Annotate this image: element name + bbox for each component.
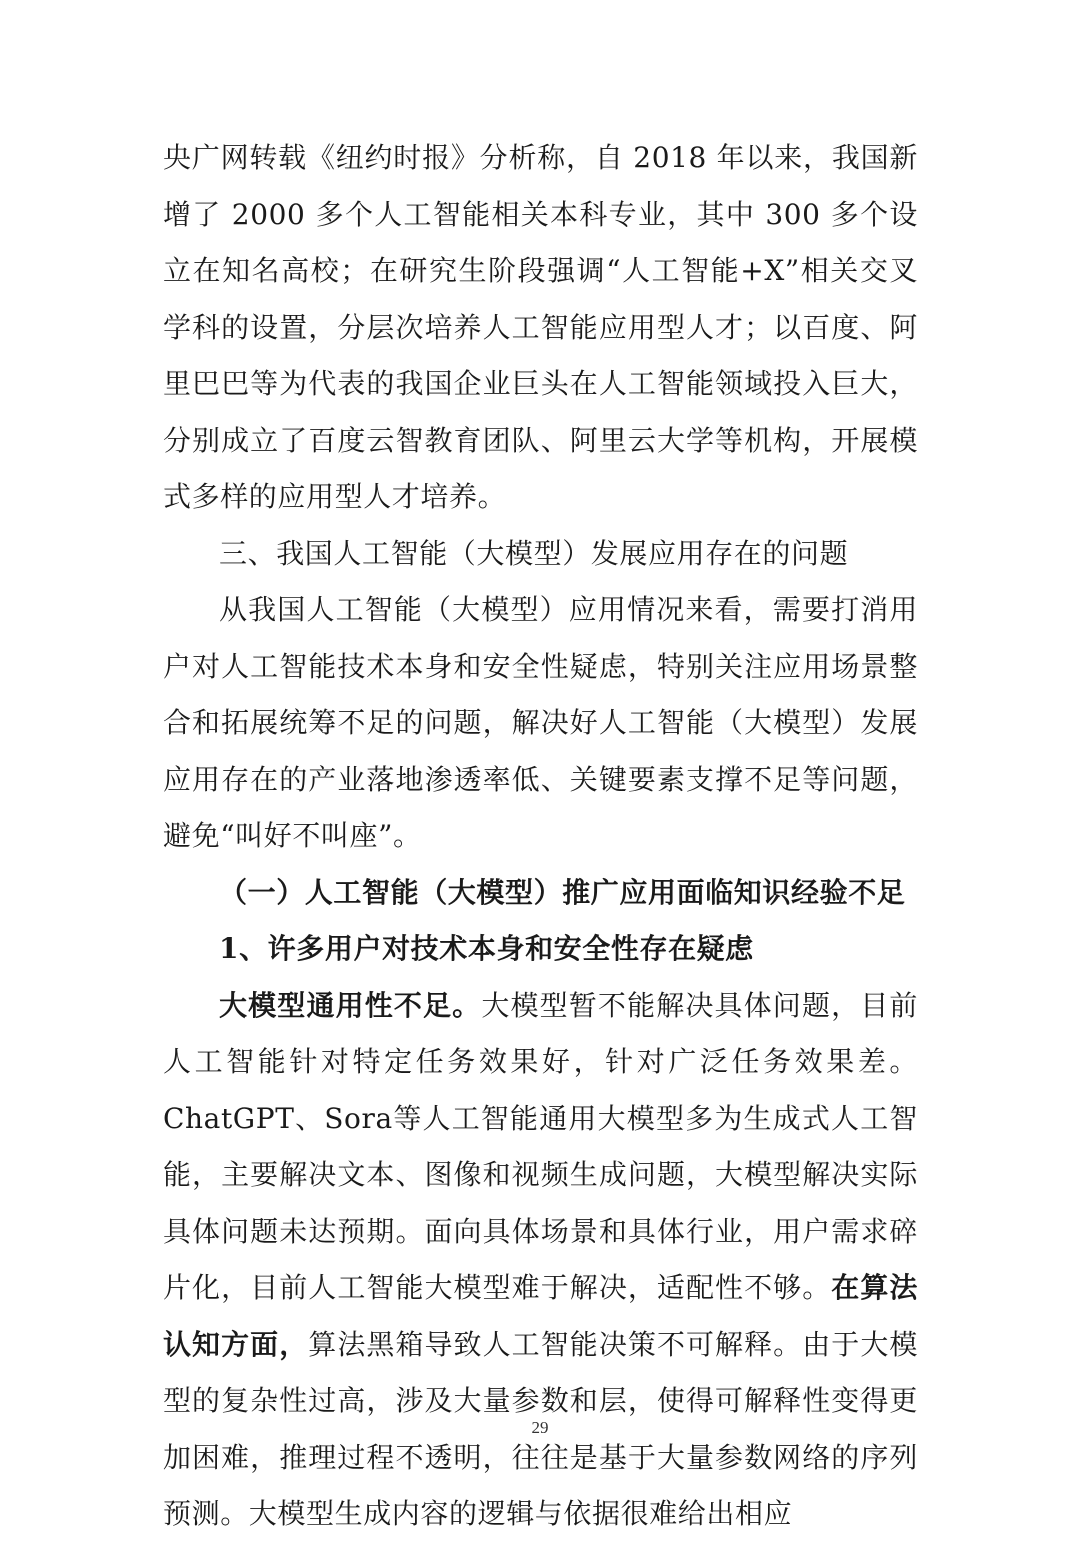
bold-lead-text: 大模型通用性不足。 [219,988,482,1022]
bold-inline-text: 在算法认知方面， [163,1271,918,1361]
body-text: 算法黑箱导致人工智能决策不可解释。由于大模型的复杂性过高，涉及大量参数和层，使得可解释性变得更加困难，推理过程不透明，往往是基于大量参数网络的序列预测。大模型生成内容的逻辑与依据很难给出相应 [163,1327,918,1530]
page-number: 29 [531,1418,549,1437]
section-heading: 三、我国人工智能（大模型）发展应用存在的问题 [219,536,849,570]
subsection-heading: （一）人工智能（大模型）推广应用面临知识经验不足 [219,875,906,909]
paragraph-talent-training: 央广网转载《纽约时报》分析称，自 2018 年以来，我国新增了 2000 多个人工智能相关本科专业，其中 300 多个设立在知名高校；在研究生阶段强调“人工智能+X”相关交叉学科的设置，分层次培养人工智能应用型人才；以百度、阿里巴巴等为代表的我国企业巨头在人工智能领域投入巨大，分别成立了百度云智教育团队、阿里云大学等机构，开展模式多样的应用型人才培养。 [163,141,918,513]
paragraph-problems-overview: 从我国人工智能（大模型）应用情况来看，需要打消用户对人工智能技术本身和安全性疑虑，特别关注应用场景整合和拓展统筹不足的问题，解决好人工智能（大模型）发展应用存在的产业落地渗透率低、关键要素支撑不足等问题，避免“叫好不叫座”。 [163,593,918,852]
body-text: 大模型暂不能解决具体问题，目前人工智能针对特定任务效果好，针对广泛任务效果差。ChatGPT、Sora等人工智能通用大模型多为生成式人工智能，主要解决文本、图像和视频生成问题，大模型解决实际具体问题未达预期。面向具体场景和具体行业，用户需求碎片化，目前人工智能大模型难于解决，适配性不够。 [163,988,918,1304]
paragraph-model-generality [163,978,918,1543]
item-heading: 1、许多用户对技术本身和安全性存在疑虑 [219,932,754,965]
page-body [163,130,918,1543]
